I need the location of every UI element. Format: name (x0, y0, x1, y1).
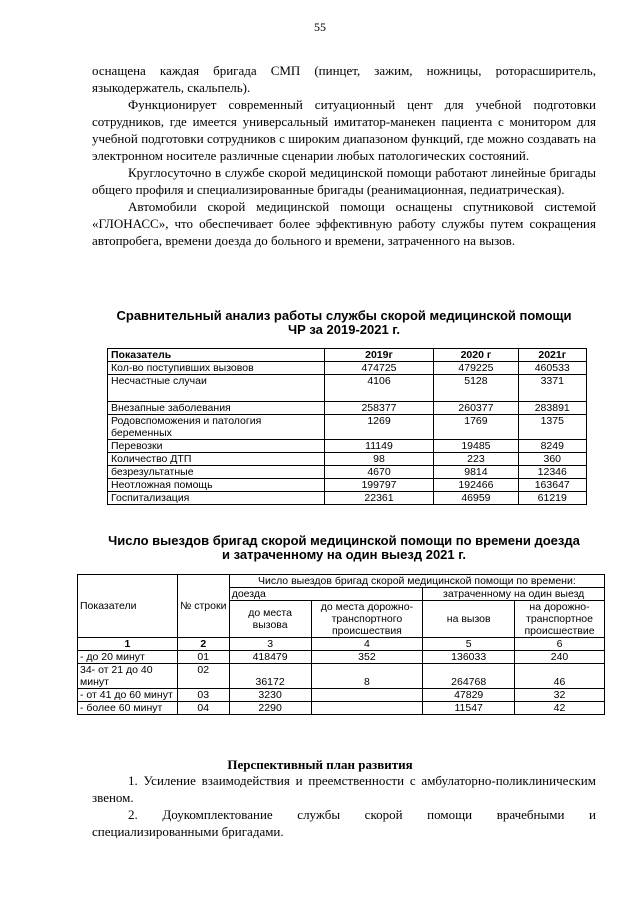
table-cell: 46 (515, 664, 605, 689)
table-cell: Внезапные заболевания (108, 402, 325, 415)
table-cell: 223 (434, 453, 518, 466)
table-cell: 42 (515, 702, 605, 715)
table-row (108, 453, 587, 466)
table-cell: 19485 (434, 440, 518, 453)
table-cell: 01 (177, 651, 229, 664)
table-row (78, 689, 605, 702)
table-cell: 8249 (518, 440, 587, 453)
table1-title: Сравнительный анализ работы службы скорой медицинской помощи ЧР за 2019-2021 г. (116, 308, 572, 337)
table-cell: 163647 (518, 479, 587, 492)
comparison-table (107, 348, 587, 505)
table-header-row (78, 575, 605, 588)
paragraph: оснащена каждая бригада СМП (пинцет, зажим, ножницы, роторасширитель, языкодержатель, скальпель). (92, 63, 596, 95)
plan-list (92, 772, 596, 840)
plan-title: Перспективный план развития (227, 757, 413, 772)
table-header-cell: 2021г (518, 349, 587, 362)
paragraph: Круглосуточно в службе скорой медицинской помощи работают линейные бригады общего профиля и специализированные бригады (реанимационная, педиатрическая). (92, 165, 596, 197)
table-cell: 5 (423, 638, 515, 651)
table-cell: 47829 (423, 689, 515, 702)
table-cell: Кол-во поступивших вызовов (108, 362, 325, 375)
table-row (78, 664, 605, 689)
table-cell: 4106 (324, 375, 434, 402)
paragraph: Автомобили скорой медицинской помощи оснащены спутниковой системой «ГЛОНАСС», что обеспечивает более эффективную работу службы путем сокращения автопробега, времени доезда до больного и времени, затраченного на вызов. (92, 199, 596, 248)
table-cell: Перевозки (108, 440, 325, 453)
table-cell: 3371 (518, 375, 587, 402)
table-cell: 5128 (434, 375, 518, 402)
table-cell: 1375 (518, 415, 587, 440)
table-cell: 04 (177, 702, 229, 715)
response-time-table (77, 574, 605, 715)
table-row (108, 492, 587, 505)
table-cell: 136033 (423, 651, 515, 664)
table2-title: Число выездов бригад скорой медицинской помощи по времени доезда и затраченному на один выезд 2021 г. (108, 533, 580, 562)
body-text (92, 62, 596, 249)
table-cell: 418479 (229, 651, 311, 664)
table-row (108, 375, 587, 402)
table-cell: 22361 (324, 492, 434, 505)
table-cell: 352 (311, 651, 423, 664)
table-row (108, 415, 587, 440)
table-cell: 2290 (229, 702, 311, 715)
table-cell: 1269 (324, 415, 434, 440)
table-cell: 260377 (434, 402, 518, 415)
table-cell: 98 (324, 453, 434, 466)
table-cell: 8 (311, 664, 423, 689)
table-cell: 2 (177, 638, 229, 651)
table-cell: 36172 (229, 664, 311, 689)
table-row (78, 702, 605, 715)
table-cell: - до 20 минут (78, 651, 178, 664)
plan-item: 2. Доукомплектование службы скорой помощи врачебными и специализированными бригадами. (92, 807, 596, 839)
table-header-cell: Показатели (78, 575, 178, 638)
table-cell: - более 60 минут (78, 702, 178, 715)
table-cell: 11547 (423, 702, 515, 715)
table-header-cell: 2020 г (434, 349, 518, 362)
table-header-row (108, 349, 587, 362)
page-number: 55 (314, 20, 326, 34)
table-cell: 12346 (518, 466, 587, 479)
table-cell: 474725 (324, 362, 434, 375)
table-cell (311, 689, 423, 702)
table-header-cell: 2019г (324, 349, 434, 362)
table-header-cell: доезда (229, 588, 423, 601)
plan-item: 1. Усиление взаимодействия и преемственности с амбулаторно-поликлиническим звеном. (92, 773, 596, 805)
table-header-cell: на дорожно-транспортное происшествие (515, 601, 605, 638)
table-cell: 4670 (324, 466, 434, 479)
table-row (108, 479, 587, 492)
table-cell: 3230 (229, 689, 311, 702)
table-cell: 02 (177, 664, 229, 689)
table-cell: - от 41 до 60 минут (78, 689, 178, 702)
table-cell: 283891 (518, 402, 587, 415)
table-cell: безрезультатные (108, 466, 325, 479)
table-cell: Госпитализация (108, 492, 325, 505)
table-cell: 240 (515, 651, 605, 664)
table-header-cell: Показатель (108, 349, 325, 362)
table-row (78, 651, 605, 664)
table-cell: Количество ДТП (108, 453, 325, 466)
table-cell: 9814 (434, 466, 518, 479)
table-header-cell: Число выездов бригад скорой медицинской помощи по времени: (229, 575, 604, 588)
table-header-cell: до места дорожно-транспортного происшествия (311, 601, 423, 638)
table-cell: 479225 (434, 362, 518, 375)
table-cell: 46959 (434, 492, 518, 505)
table-cell: 1 (78, 638, 178, 651)
table-header-cell: затраченному на один выезд (423, 588, 605, 601)
table-cell: 03 (177, 689, 229, 702)
table-cell: 460533 (518, 362, 587, 375)
table-cell: Родовспоможения и патология беременных (108, 415, 325, 440)
table-cell: 11149 (324, 440, 434, 453)
table-row (108, 362, 587, 375)
table-header-cell: № строки (177, 575, 229, 638)
table-row (108, 402, 587, 415)
table-cell: 192466 (434, 479, 518, 492)
table-cell: 32 (515, 689, 605, 702)
table-cell: 199797 (324, 479, 434, 492)
table-cell: 264768 (423, 664, 515, 689)
table-row (108, 466, 587, 479)
table-cell: 258377 (324, 402, 434, 415)
table-cell: 4 (311, 638, 423, 651)
table-header-cell: на вызов (423, 601, 515, 638)
table-cell: Неотложная помощь (108, 479, 325, 492)
paragraph: Функционирует современный ситуационный цент для учебной подготовки сотрудников, где имеется универсальный имитатор-манекен пациента с монитором для учебной подготовки сотрудников с широким диапазоном функций, где можно создавать на электронном носителе различные сценарии любых патологических состояний. (92, 97, 596, 163)
table-header-cell: до места вызова (229, 601, 311, 638)
table-cell: 6 (515, 638, 605, 651)
table-cell (311, 702, 423, 715)
table-cell: 61219 (518, 492, 587, 505)
table-cell: 1769 (434, 415, 518, 440)
table-cell: 34- от 21 до 40 минут (78, 664, 178, 689)
table-column-numbers (78, 638, 605, 651)
table-row (108, 440, 587, 453)
table-cell: 3 (229, 638, 311, 651)
table-cell: 360 (518, 453, 587, 466)
table-cell: Несчастные случаи (108, 375, 325, 402)
